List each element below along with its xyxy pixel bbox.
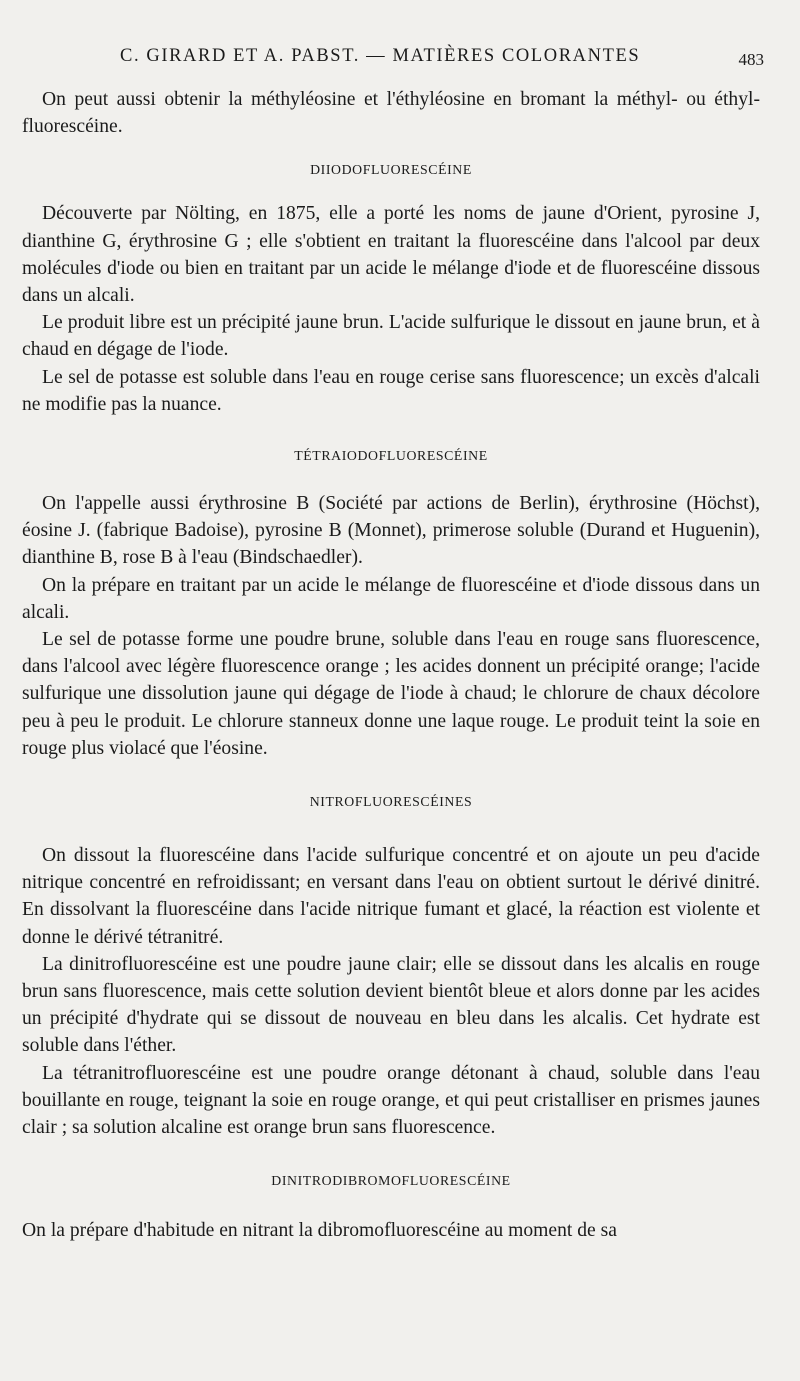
paragraph: On l'appelle aussi érythrosine B (Société par actions de Berlin), érythrosine (Höchst), éosine J. (fabrique Badoise), pyrosine B (Monnet), primerose soluble (Durand et Huguenin), dianthine B, rose B à l'eau (Bindschaedler). — [22, 493, 760, 569]
section-diiodofluoresceine — [22, 160, 760, 418]
intro-paragraph: On peut aussi obtenir la méthyléosine et l'éthyléosine en bromant la méthyl- ou éthyl-fluorescéine. — [22, 89, 760, 138]
page-body — [22, 86, 760, 1245]
paragraph: La tétranitrofluorescéine est une poudre orange détonant à chaud, soluble dans l'eau bouillante en rouge, teignant la soie en rouge orange, et qui peut cristalliser en prismes jaunes clair ; sa solution alcaline est orange brun sans fluorescence. — [22, 1062, 760, 1139]
section-dinitrodibromofluoresceine — [22, 1171, 760, 1244]
page-number: 483 — [738, 50, 764, 69]
book-page — [22, 0, 770, 1381]
section-heading: DINITRODIBROMOFLUORESCÉINE — [271, 1173, 511, 1189]
paragraph: On la prépare d'habitude en nitrant la dibromofluorescéine au moment de sa — [22, 1220, 617, 1242]
paragraph: Le sel de potasse est soluble dans l'eau en rouge cerise sans fluorescence; un excès d'alcali ne modifie pas la nuance. — [22, 366, 760, 415]
section-nitrofluoresceines — [22, 792, 760, 1141]
paragraph: La dinitrofluorescéine est une poudre jaune clair; elle se dissout dans les alcalis en rouge brun sans fluorescence, mais cette solution devient bientôt bleue et alors donne par les acides un précipité d'hydrate qui se dissout de nouveau en bleu dans les alcalis. Cet hydrate est soluble dans l'éther. — [22, 953, 760, 1057]
running-title: C. GIRARD ET A. PABST. — MATIÈRES COLORANTES — [120, 46, 641, 66]
paragraph: Le sel de potasse forme une poudre brune, soluble dans l'eau en rouge sans fluorescence, dans l'alcool avec légère fluorescence orange ; les acides donnent un précipité orange; l'acide sulfurique une dissolution jaune qui dégage de l'iode à chaud; le chlorure de chaux décolore peu à peu le produit. Le chlorure stanneux donne une laque rouge. Le produit teint la soie en rouge plus violacé que l'éosine. — [22, 629, 760, 759]
section-heading: TÉTRAIODOFLUORESCÉINE — [294, 448, 488, 464]
section-heading: DIIODOFLUORESCÉINE — [310, 162, 472, 178]
paragraph: Le produit libre est un précipité jaune brun. L'acide sulfurique le dissout en jaune brun, et à chaud en dégage de l'iode. — [22, 312, 760, 361]
paragraph: On dissout la fluorescéine dans l'acide sulfurique concentré et on ajoute un peu d'acide nitrique concentré en refroidissant; en versant dans l'eau on obtient surtout le dérivé dinitré. En dissolvant la fluorescéine dans l'acide nitrique fumant et glacé, la réaction est violente et donne le dérivé tétranitré. — [22, 845, 760, 948]
section-tetraiodofluoresceine — [22, 446, 760, 762]
paragraph: Découverte par Nölting, en 1875, elle a porté les noms de jaune d'Orient, pyrosine J, dianthine G, érythrosine G ; elle s'obtient en traitant la fluorescéine dans l'alcool par deux molécules d'iode ou bien en traitant par un acide le mélange d'iode et de fluorescéine dissous dans un alcali. — [22, 203, 760, 307]
running-head — [22, 46, 770, 76]
section-heading: NITROFLUORESCÉINES — [309, 794, 473, 810]
paragraph: On la prépare en traitant par un acide le mélange de fluorescéine et d'iode dissous dans un alcali. — [22, 574, 760, 623]
